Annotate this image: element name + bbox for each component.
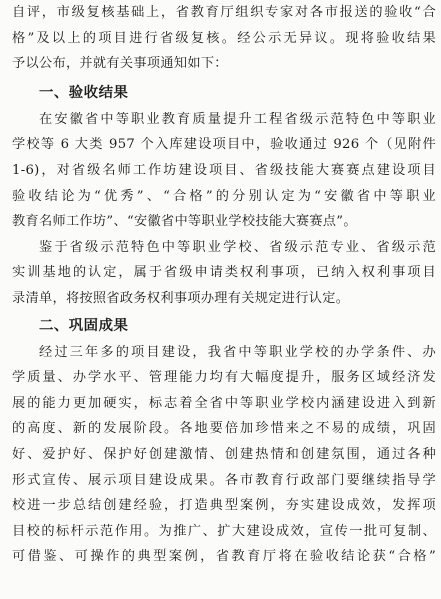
text-line: 可借鉴、可操作的典型案例，省教育厅将在验收结论获“合格” <box>12 549 436 565</box>
text-line: 学校等 6 大类 957 个入库建设项目中，验收通过 926 个（见附件 <box>12 137 436 153</box>
text-line: 录清单，将按照省政务权利事项办理有关规定进行认定。 <box>12 290 350 306</box>
recognition-paragraph <box>12 235 436 312</box>
text-line: 形式宣传、展示项目建设成果。各市教育行政部门要继续指导学 <box>12 472 436 488</box>
text-line: 验收结论为“优秀”、“合格”的分别认定为“安徽省中等职业 <box>12 188 436 204</box>
text-line: 鉴于省级示范特色中等职业学校、省级示范专业、省级示范 <box>39 239 436 255</box>
text-line: 格”及以上的项目进行省级复核。经公示无异议。现将验收结果 <box>12 30 436 46</box>
text-line: 学质量、办学水平、管理能力均有大幅度提升，服务区域经济发 <box>12 370 436 386</box>
text-line: 予以公布，并就有关事项通知如下： <box>12 56 228 72</box>
text-line: 1-6)，对省级名师工作坊建设项目、省级技能大赛赛点建设项目 <box>12 162 436 178</box>
section-heading-acceptance-results: 一、验收结果 <box>39 84 129 101</box>
text-line: 目校的标杆示范作用。为推广、扩大建设成效，宣传一批可复制、 <box>12 523 436 539</box>
acceptance-results-paragraph <box>12 107 436 235</box>
text-line: 实训基地的认定，属于省级申请类权利事项，已纳入权利事项目 <box>12 265 436 281</box>
text-line: 展的能力更加硬实，标志着全省中等职业学校内涵建设进入到新 <box>12 395 436 411</box>
text-line: 在安徽省中等职业教育质量提升工程省级示范特色中等职业 <box>39 111 436 127</box>
text-line: 的高度、新的发展阶段。各地要倍加珍惜来之不易的成绩，巩固 <box>12 421 436 437</box>
section-heading-consolidate-results: 二、巩固成果 <box>39 317 129 334</box>
document-page <box>12 0 436 570</box>
text-line: 教育名师工作坊”、“安徽省中等职业学校技能大赛赛点”。 <box>12 214 357 230</box>
text-line: 好、爱护好、保护好创建激情、创建热情和创建氛围，通过各种 <box>12 446 436 462</box>
text-line: 经过三年多的项目建设，我省中等职业学校的办学条件、办 <box>39 344 436 360</box>
intro-paragraph <box>12 0 436 77</box>
text-line: 自评，市级复核基础上，省教育厅组织专家对各市报送的验收“合 <box>12 5 436 20</box>
consolidate-results-paragraph <box>12 340 436 570</box>
text-line: 校进一步总结创建经验，打造典型案例，夯实建设成效，发挥项 <box>12 498 436 514</box>
